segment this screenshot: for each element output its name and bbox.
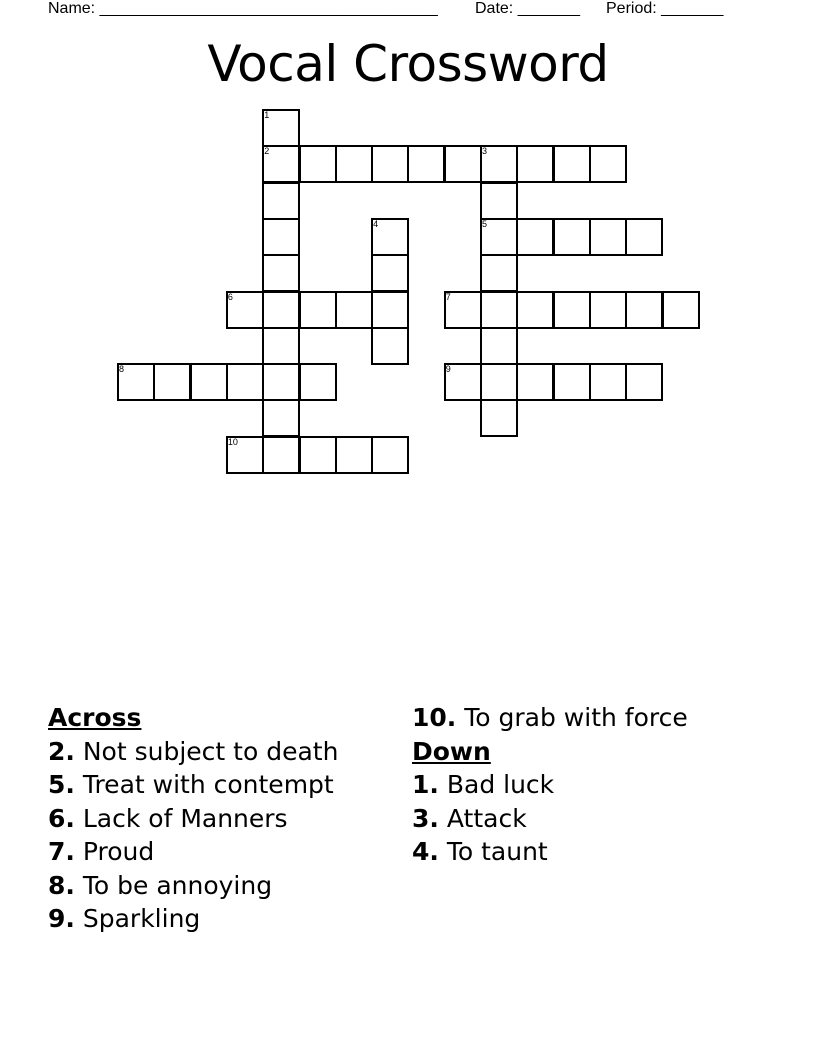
grid-cell-border — [480, 291, 518, 329]
grid-cell[interactable] — [117, 363, 153, 399]
crossword-grid — [0, 0, 816, 520]
grid-cell[interactable] — [371, 291, 407, 327]
grid-cell[interactable] — [335, 145, 371, 181]
grid-cell-border — [516, 218, 554, 256]
grid-cell-border — [262, 218, 300, 256]
clue-number: 10 — [227, 436, 238, 447]
grid-cell-border — [516, 145, 554, 183]
grid-cell[interactable] — [299, 436, 335, 472]
date-field[interactable]: Date: _______ — [475, 0, 580, 17]
grid-cell[interactable] — [371, 218, 407, 254]
clue-number: 2 — [264, 146, 270, 157]
grid-cell[interactable] — [480, 218, 516, 254]
grid-cell[interactable] — [371, 254, 407, 290]
grid-cell-border — [444, 145, 482, 183]
clue-number: 3 — [482, 146, 488, 157]
grid-cell-border — [407, 145, 445, 183]
grid-cell[interactable] — [625, 363, 661, 399]
grid-cell-border — [262, 363, 300, 401]
grid-cell[interactable] — [516, 363, 552, 399]
grid-cell[interactable] — [553, 363, 589, 399]
name-field[interactable]: Name: ______________________________________ — [48, 0, 438, 17]
grid-cell-border — [589, 363, 627, 401]
grid-cell-border — [553, 145, 591, 183]
clue-number: 8 — [119, 364, 125, 375]
grid-cell[interactable] — [625, 291, 661, 327]
grid-cell-border — [553, 363, 591, 401]
grid-cell-border — [553, 291, 591, 329]
grid-cell-border — [480, 327, 518, 365]
clue-down-3: 3. Attack — [412, 803, 527, 833]
clue-number: 4 — [373, 218, 379, 229]
grid-cell[interactable] — [407, 145, 443, 181]
grid-cell[interactable] — [480, 254, 516, 290]
across-heading: Across — [48, 703, 142, 732]
clue-across-8: 8. To be annoying — [48, 870, 273, 900]
clue-across-2: 2. Not subject to death — [48, 736, 339, 766]
grid-cell[interactable] — [299, 363, 335, 399]
grid-cell-border — [153, 363, 191, 401]
period-field[interactable]: Period: _______ — [606, 0, 724, 17]
grid-cell[interactable] — [589, 363, 625, 399]
grid-cell[interactable] — [262, 436, 298, 472]
grid-cell-border — [262, 182, 300, 220]
down-heading: Down — [412, 736, 491, 766]
grid-cell-border — [589, 291, 627, 329]
grid-cell-border — [371, 327, 409, 365]
grid-cell-border — [262, 327, 300, 365]
grid-cell-border — [516, 291, 554, 329]
grid-cell-border — [480, 399, 518, 437]
clue-across-7: 7. Proud — [48, 837, 155, 866]
grid-cell[interactable] — [371, 436, 407, 472]
grid-cell-border — [226, 363, 264, 401]
grid-cell[interactable] — [553, 145, 589, 181]
grid-cell-border — [299, 145, 337, 183]
grid-cell[interactable] — [589, 145, 625, 181]
grid-cell[interactable] — [480, 291, 516, 327]
grid-cell-border — [662, 291, 700, 329]
grid-cell-border — [553, 218, 591, 256]
grid-cell[interactable] — [190, 363, 226, 399]
grid-cell-border — [335, 436, 373, 474]
grid-cell-border — [371, 254, 409, 292]
grid-cell[interactable] — [516, 218, 552, 254]
grid-cell[interactable] — [335, 436, 371, 472]
grid-cell-border — [589, 218, 627, 256]
grid-cell[interactable] — [262, 218, 298, 254]
clue-down-1: 1. Bad luck — [412, 770, 555, 799]
grid-cell[interactable] — [444, 291, 480, 327]
grid-cell[interactable] — [262, 291, 298, 327]
grid-cell[interactable] — [444, 363, 480, 399]
clue-number: 6 — [227, 291, 233, 302]
grid-cell[interactable] — [262, 399, 298, 435]
grid-cell[interactable] — [153, 363, 189, 399]
grid-cell-border — [371, 436, 409, 474]
grid-cell-border — [480, 182, 518, 220]
grid-cell[interactable] — [226, 363, 262, 399]
grid-cell-border — [516, 363, 554, 401]
grid-cell[interactable] — [226, 291, 262, 327]
grid-cell-border — [335, 145, 373, 183]
grid-cell[interactable] — [589, 291, 625, 327]
grid-cell[interactable] — [262, 145, 298, 181]
grid-cell-border — [371, 291, 409, 329]
grid-cell-border — [262, 399, 300, 437]
grid-cell[interactable] — [553, 218, 589, 254]
grid-cell[interactable] — [262, 182, 298, 218]
grid-cell-border — [371, 145, 409, 183]
grid-cell[interactable] — [262, 254, 298, 290]
grid-cell[interactable] — [480, 145, 516, 181]
clue-across-5: 5. Treat with contempt — [48, 770, 334, 799]
grid-cell-border — [589, 145, 627, 183]
grid-cell[interactable] — [625, 218, 661, 254]
grid-cell[interactable] — [662, 291, 698, 327]
grid-cell-border — [299, 291, 337, 329]
grid-cell-border — [625, 363, 663, 401]
clue-across-6: 6. Lack of Manners — [48, 803, 288, 833]
grid-cell[interactable] — [262, 327, 298, 363]
clues-column-left — [48, 701, 338, 936]
grid-cell-border — [335, 291, 373, 329]
grid-cell[interactable] — [335, 291, 371, 327]
grid-cell-border — [299, 363, 337, 401]
clue-number: 1 — [264, 110, 270, 120]
grid-cell[interactable] — [553, 291, 589, 327]
grid-cell[interactable] — [589, 218, 625, 254]
grid-cell[interactable] — [480, 327, 516, 363]
grid-cell[interactable] — [371, 145, 407, 181]
grid-cell[interactable] — [480, 399, 516, 435]
grid-cell[interactable] — [262, 363, 298, 399]
grid-cell[interactable] — [299, 145, 335, 181]
grid-cell-border — [262, 291, 300, 329]
clue-number: 5 — [482, 218, 488, 229]
grid-cell-border — [480, 254, 518, 292]
grid-cell-border — [625, 291, 663, 329]
grid-cell[interactable] — [516, 291, 552, 327]
clue-across-9: 9. Sparkling — [48, 904, 201, 933]
grid-cell[interactable] — [516, 145, 552, 181]
grid-cell[interactable] — [371, 327, 407, 363]
clue-across-10: 10. To grab with force — [412, 703, 688, 732]
grid-cell-border — [480, 363, 518, 401]
clue-number: 7 — [445, 291, 451, 302]
grid-cell[interactable] — [480, 363, 516, 399]
clue-down-4: 4. To taunt — [412, 837, 548, 866]
page-title: Vocal Crossword — [207, 35, 609, 93]
grid-cell-border — [625, 218, 663, 256]
grid-cell-border — [190, 363, 228, 401]
grid-cell-border — [299, 436, 337, 474]
grid-cell-border — [262, 254, 300, 292]
grid-cell[interactable] — [480, 182, 516, 218]
grid-cell[interactable] — [226, 436, 262, 472]
grid-cell[interactable] — [444, 145, 480, 181]
grid-cell-border — [262, 436, 300, 474]
grid-cell[interactable] — [299, 291, 335, 327]
grid-cell[interactable] — [262, 109, 298, 145]
clues-column-right — [412, 701, 688, 869]
clue-number: 9 — [445, 364, 451, 375]
